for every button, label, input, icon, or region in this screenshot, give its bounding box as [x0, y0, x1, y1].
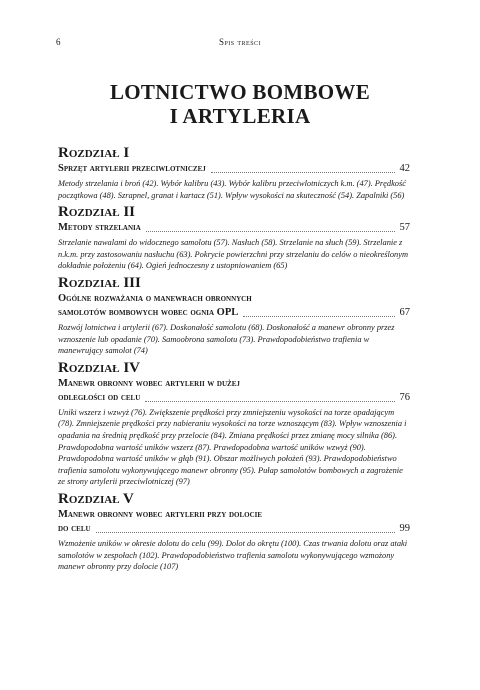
- toc-list: [58, 145, 410, 574]
- running-title: Spis treści: [218, 37, 262, 47]
- section-title-line-2: do celu: [58, 522, 91, 534]
- page-number: 6: [56, 37, 61, 47]
- toc-entry-link[interactable]: [58, 221, 410, 235]
- part-title: [0, 80, 480, 128]
- toc-entry-link[interactable]: [58, 162, 410, 176]
- toc-entry-link-line-2[interactable]: [58, 522, 410, 536]
- toc-entry-link-line-1[interactable]: [58, 292, 410, 306]
- dot-leader: [243, 315, 394, 317]
- section-page-number: 99: [399, 522, 410, 534]
- part-title-line-2: I ARTYLERIA: [169, 104, 311, 128]
- chapter-contents: Wzmożenie uników w okresie dolotu do celu (99). Dolot do okrętu (100). Czas trwania dolotu oraz ataki samolotów w zespołach (102). Prawdopodobieństwo trafienia samolotu wykonywującego wzmożony manewr obronny przy dolocie (107): [58, 538, 408, 572]
- section-title: Metody strzelania: [58, 222, 141, 234]
- toc-entry-link-line-1[interactable]: [58, 508, 410, 522]
- section-page-number: 76: [399, 391, 410, 403]
- chapter-contents: Metody strzelania i broń (42). Wybór kalibru (43). Wybór kalibru przeciwlotniczych k.m. (47). Prędkość początkowa (48). Szrapnel, granat i kartacz (51). Wpływ wysokości na skuteczność (54). Zapalniki (56): [58, 179, 406, 200]
- part-title-line-1: LOTNICTWO BOMBOWE: [109, 80, 371, 104]
- chapter-contents: Rozwój lotnictwa i artylerii (67). Doskonałość samolotu (68). Doskonałość a manewr obronny przez wznoszenie lub opadanie (70). Samoobrona samolotu (73). Prawdopodobieństwo trafienia w manewrujący samolot (74): [58, 322, 395, 356]
- section-title-line-1: Manewr obronny wobec artylerii w dużej: [58, 377, 240, 389]
- chapter-heading: Rozdział I: [58, 145, 130, 161]
- section-page-number: 42: [399, 163, 410, 174]
- toc-entry-link-line-2[interactable]: [58, 306, 410, 320]
- chapter-contents: Uniki wszerz i wzwyż (76). Zwiększenie prędkości przy zmniejszeniu wysokości na torze opadającym (78). Zmniejszenie prędkości przy nabieraniu wysokości na torze wznoszącym (83). Wpływ wznoszenia i opadania na średnią prędkość przy przelocie (84). Zmiana prędkości przez zmianę mocy silnika (86). Prawdopodobna wartość uników wszerz (87). Prawdopodobna wartość uników wzwyż (90). Prawdopodobna wartość uników w głąb (91). Obszar możliwych położeń (93). Prawdopodobieństwo trafienia samolotu wykonywującego manewr obronny (95). Pułap samolotów bombowych a zagrożenie ze strony artylerii przeciwlotniczej (97): [58, 407, 407, 487]
- section-page-number: 57: [399, 222, 410, 234]
- section-title-line-2: samolotów bombowych wobec ognia OPL: [58, 306, 239, 318]
- section-title-line-1: Manewr obronny wobec artylerii przy dolocie: [58, 508, 263, 520]
- section-title: Sprzęt artylerii przeciwlotniczej: [58, 163, 206, 174]
- section-page-number: 67: [399, 306, 410, 318]
- chapter-heading: Rozdział IV: [58, 359, 140, 376]
- dot-leader: [146, 230, 395, 232]
- chapter-contents: Strzelanie nawalami do widocznego samolotu (57). Nasłuch (58). Strzelanie na słuch (59). Strzelanie z n.k.m. przy zastosowaniu nasłuchu (63). Pokrycie powierzchni przy strzelaniu do celów o nieokreślonym dokładnie położeniu (64). Ogień jednoczesny z ustopniowaniem (65): [58, 238, 408, 271]
- dot-leader: [211, 171, 395, 173]
- dot-leader: [145, 400, 394, 402]
- chapter-heading: Rozdział III: [58, 274, 141, 291]
- toc-entry-link-line-1[interactable]: [58, 377, 410, 391]
- section-title-line-1: Ogólne rozważania o manewrach obronnych: [58, 292, 252, 304]
- chapter-heading: Rozdział II: [58, 204, 135, 221]
- section-title-line-2: odległości od celu: [58, 391, 141, 403]
- toc-entry-link-line-2[interactable]: [58, 391, 410, 405]
- running-header: [56, 37, 424, 49]
- dot-leader: [96, 531, 395, 533]
- chapter-heading: Rozdział V: [58, 490, 134, 507]
